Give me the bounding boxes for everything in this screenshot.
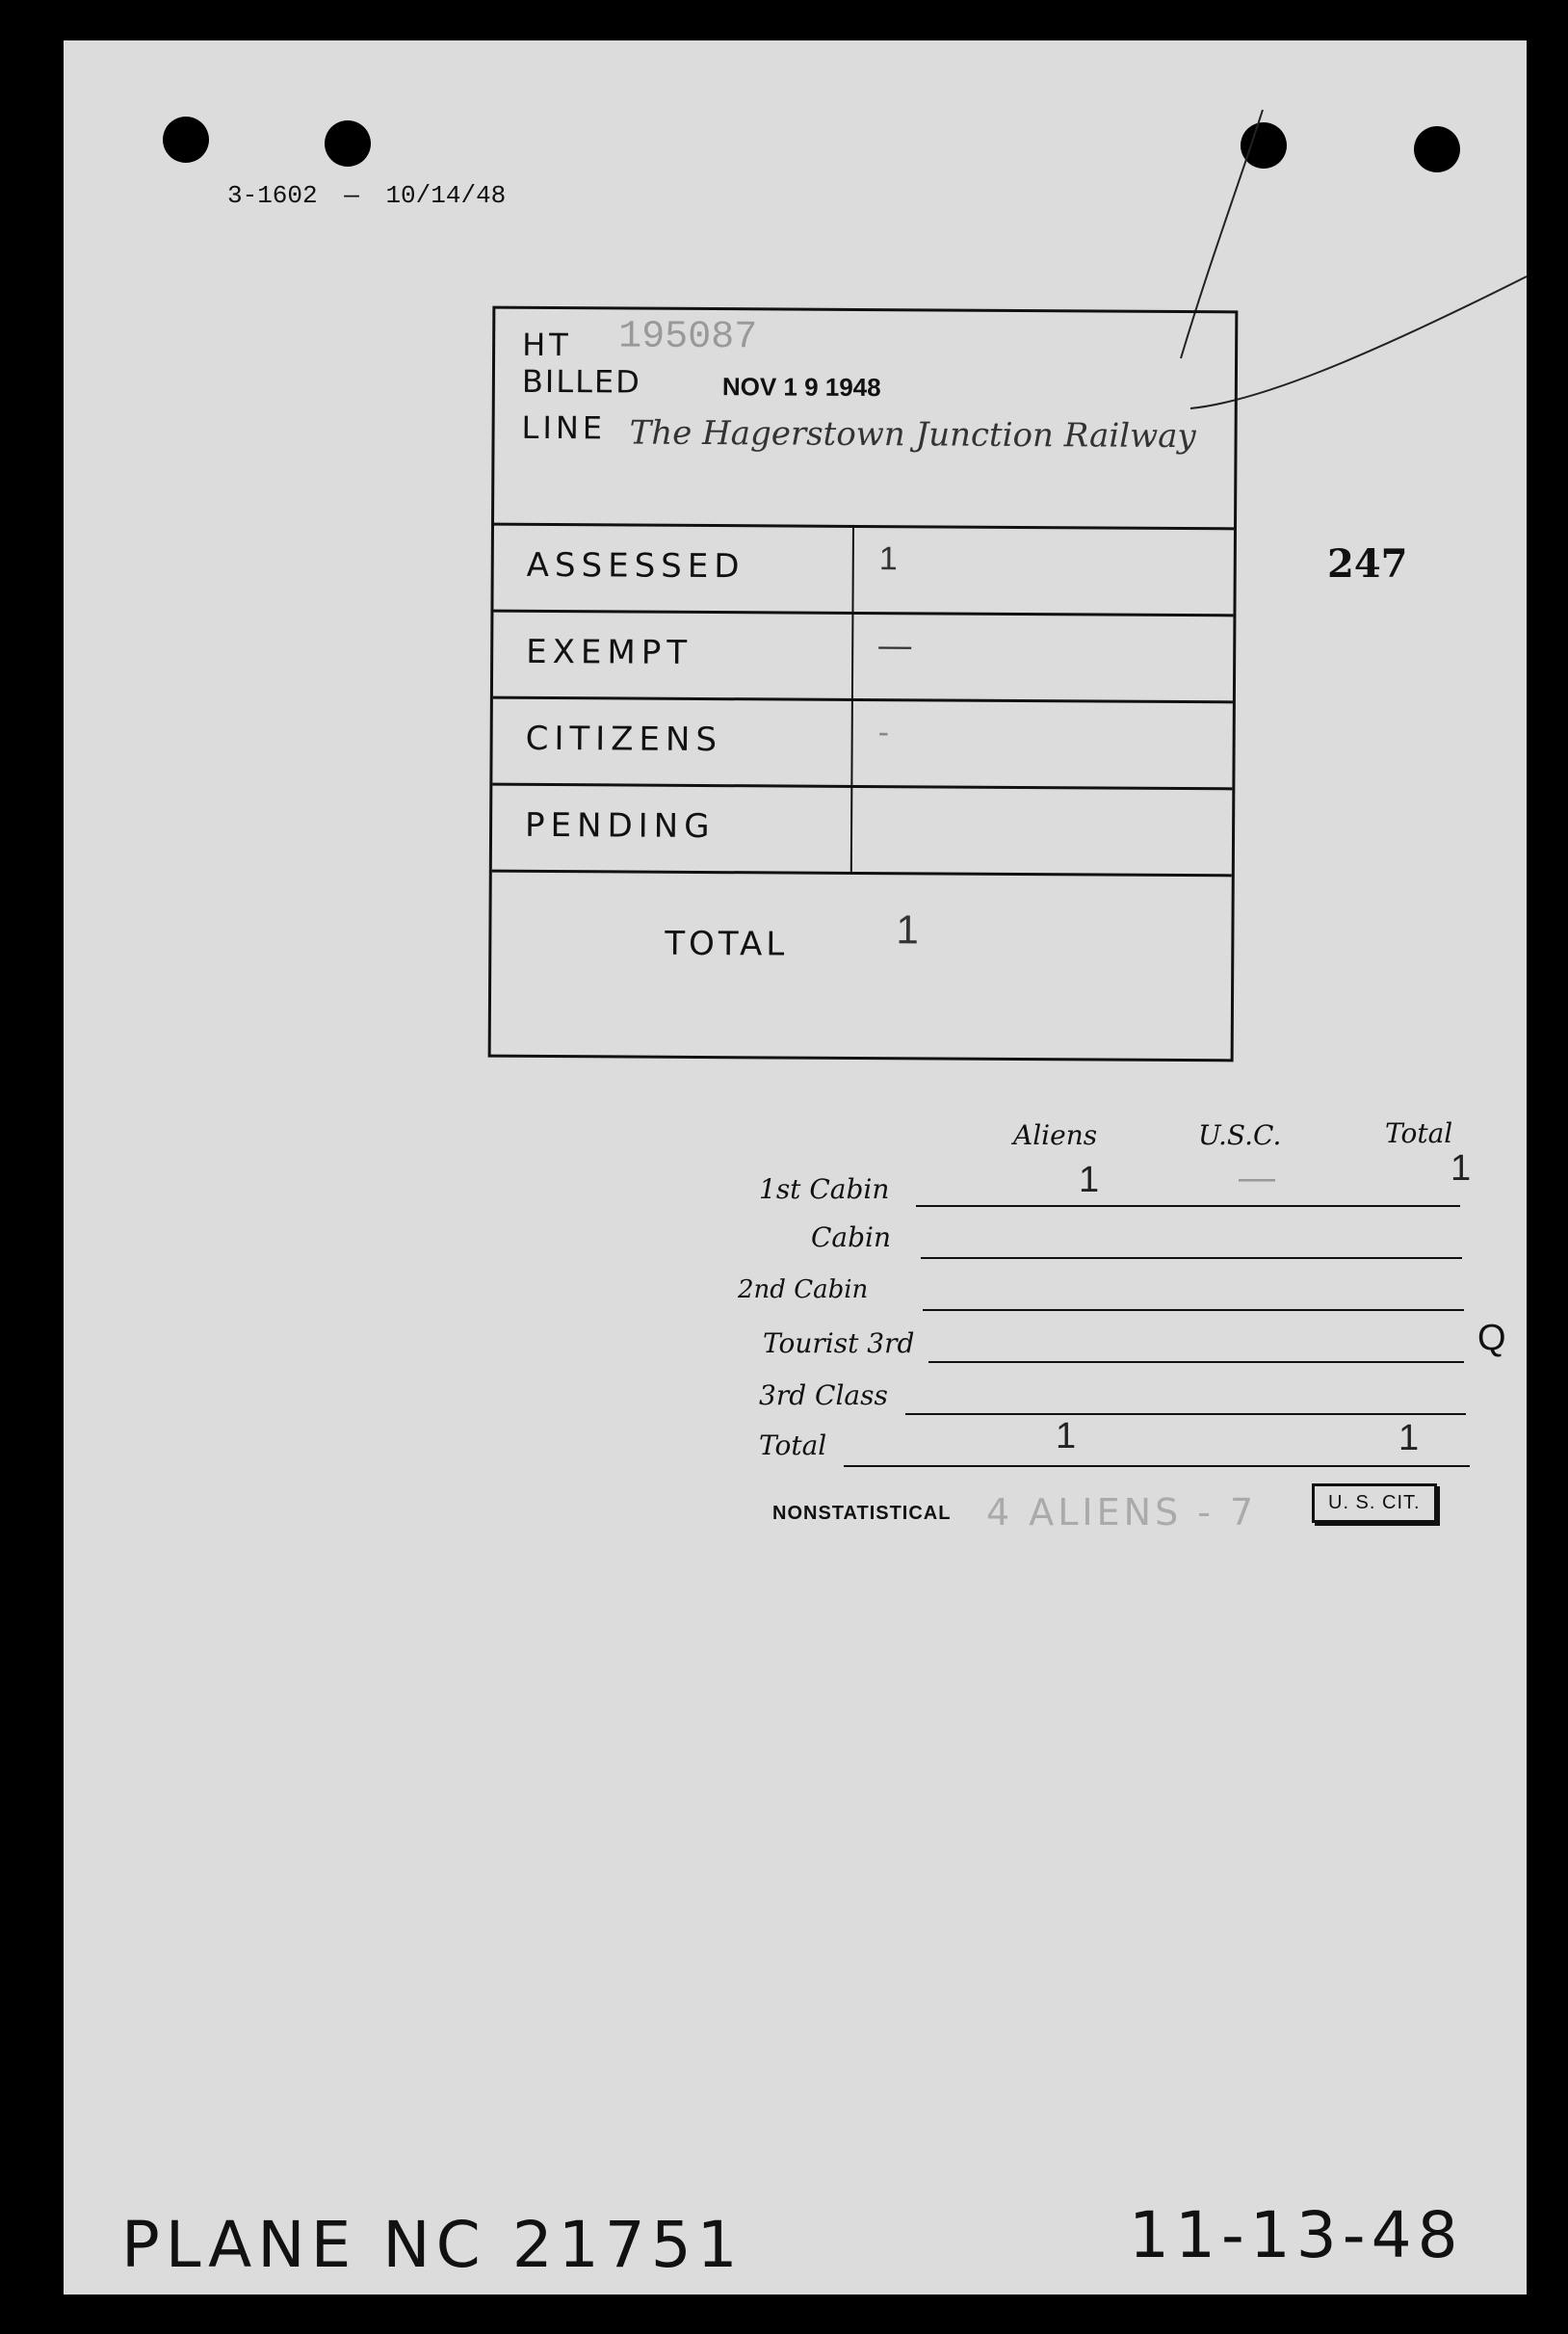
stat-aliens: 1 xyxy=(1079,1160,1100,1200)
usc-stamp xyxy=(1312,1483,1437,1523)
stat-line xyxy=(844,1465,1470,1467)
footer-plane: PLANE NC 21751 xyxy=(121,2208,744,2282)
billing-card xyxy=(488,306,1239,1062)
stat-label-tourist-3rd: Tourist 3rd xyxy=(763,1327,915,1359)
stat-total: 1 xyxy=(1398,1418,1420,1458)
row-exempt xyxy=(493,610,1234,704)
stat-label-1st-cabin: 1st Cabin xyxy=(759,1173,890,1205)
col-usc: U.S.C. xyxy=(1198,1119,1282,1151)
billed-label: BILLED xyxy=(521,362,641,401)
row-assessed xyxy=(493,523,1234,617)
document-ref: 3-1602 — 10/14/48 xyxy=(227,181,507,210)
row-citizens xyxy=(492,696,1233,791)
nonstatistical-value: 4 ALIENS - 7 xyxy=(986,1491,1258,1534)
row-label: PENDING xyxy=(524,805,716,847)
row-pending xyxy=(492,783,1233,878)
footer-date: 11-13-48 xyxy=(1129,2198,1464,2272)
row-label: EXEMPT xyxy=(526,632,693,672)
stat-aliens: 1 xyxy=(1056,1416,1077,1456)
document-page xyxy=(64,40,1527,2295)
stat-line xyxy=(921,1257,1462,1259)
col-total: Total xyxy=(1385,1117,1453,1149)
stat-label-cabin: Cabin xyxy=(811,1221,892,1253)
usc-stamp-text: U. S. CIT. xyxy=(1328,1492,1421,1513)
ht-label: HT xyxy=(522,326,572,364)
doc-ref-number: 3-1602 xyxy=(227,181,318,210)
stat-label-total: Total xyxy=(759,1429,827,1461)
stat-label-3rd-class: 3rd Class xyxy=(759,1379,888,1411)
stat-total: 1 xyxy=(1450,1148,1472,1189)
card-header xyxy=(494,309,1235,531)
stat-line xyxy=(916,1205,1460,1207)
doc-ref-date: 10/14/48 xyxy=(385,181,507,210)
row-value: - xyxy=(877,714,890,751)
total-label: TOTAL xyxy=(665,924,789,964)
line-label: LINE xyxy=(521,408,607,447)
ht-number: 195087 xyxy=(618,315,758,360)
row-label: CITIZENS xyxy=(525,719,723,760)
row-label: ASSESSED xyxy=(526,545,745,587)
row-value: — xyxy=(878,627,912,665)
stat-usc: — xyxy=(1239,1158,1275,1198)
billed-date: NOV 1 9 1948 xyxy=(721,372,881,403)
row-value: 1 xyxy=(878,540,898,578)
line-value: The Hagerstown Junction Railway xyxy=(629,413,1196,457)
stat-line xyxy=(928,1361,1464,1363)
col-aliens: Aliens xyxy=(1013,1119,1098,1151)
margin-mark: Q xyxy=(1477,1318,1506,1358)
stat-label-2nd-cabin: 2nd Cabin xyxy=(738,1275,869,1304)
nonstatistical-label: NONSTATISTICAL xyxy=(772,1503,952,1524)
stamp-number: 247 xyxy=(1327,541,1408,587)
stat-line xyxy=(905,1413,1466,1415)
stat-line xyxy=(923,1309,1464,1311)
total-value: 1 xyxy=(896,906,919,953)
